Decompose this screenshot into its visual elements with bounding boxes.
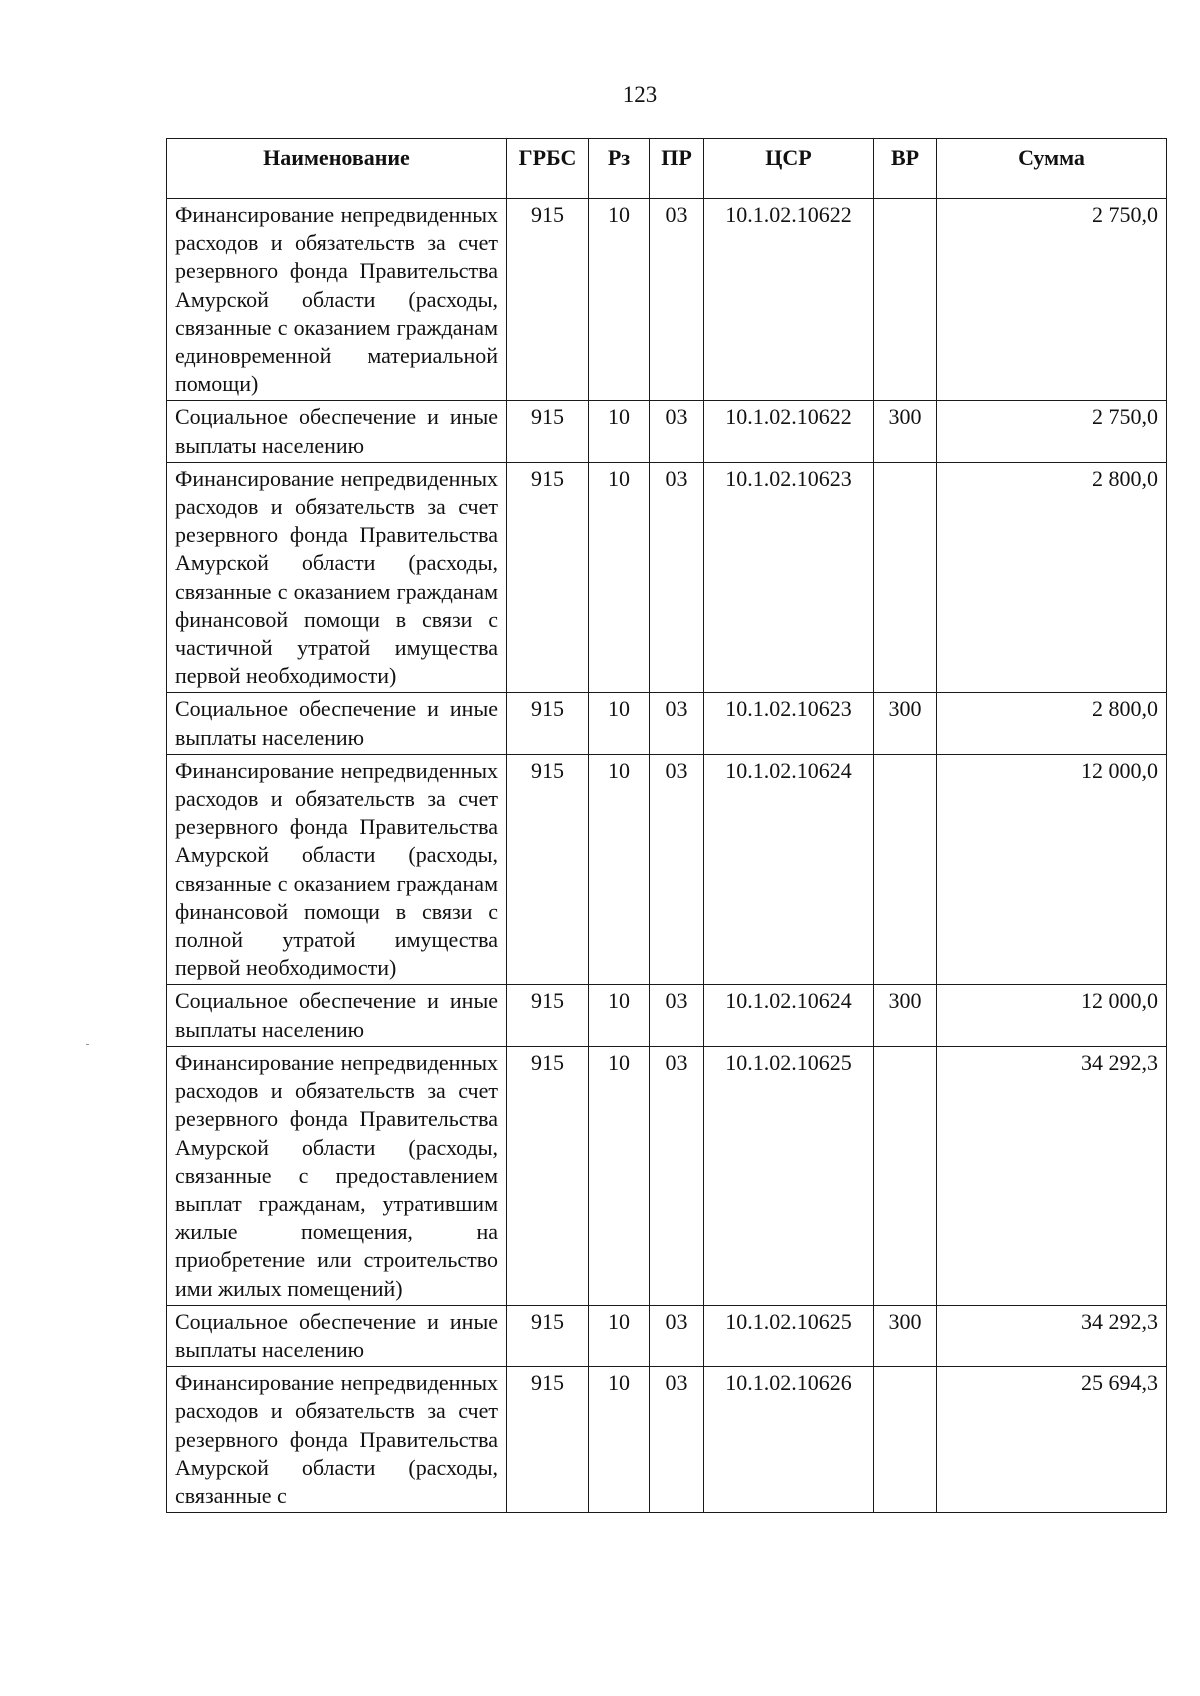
cell-sum: 25 694,3 xyxy=(937,1367,1167,1513)
table-header-row xyxy=(167,139,1167,199)
cell-csr: 10.1.02.10625 xyxy=(704,1046,874,1305)
cell-vr: 300 xyxy=(874,693,937,754)
cell-rz: 10 xyxy=(589,693,650,754)
table-row xyxy=(167,199,1167,401)
cell-csr: 10.1.02.10622 xyxy=(704,401,874,462)
cell-rz: 10 xyxy=(589,1305,650,1366)
table-row xyxy=(167,1305,1167,1366)
cell-sum: 34 292,3 xyxy=(937,1046,1167,1305)
header-csr: ЦСР xyxy=(704,139,874,199)
cell-grbs: 915 xyxy=(507,754,589,985)
header-grbs: ГРБС xyxy=(507,139,589,199)
cell-rz: 10 xyxy=(589,985,650,1046)
cell-name: Финансирование непредвиденных расходов и обязательств за счет резервного фонда Правительства Амурской области (расходы, связанные с оказанием гражданам финансовой помощи в связи с частичной утратой имущества первой необходимости) xyxy=(167,462,507,693)
cell-csr: 10.1.02.10623 xyxy=(704,693,874,754)
cell-sum: 12 000,0 xyxy=(937,985,1167,1046)
cell-name: Финансирование непредвиденных расходов и обязательств за счет резервного фонда Правительства Амурской области (расходы, связанные с оказанием гражданам единовременной материальной помощи) xyxy=(167,199,507,401)
cell-sum: 12 000,0 xyxy=(937,754,1167,985)
cell-name: Социальное обеспечение и иные выплаты населению xyxy=(167,401,507,462)
table-row xyxy=(167,693,1167,754)
header-sum: Сумма xyxy=(937,139,1167,199)
cell-rz: 10 xyxy=(589,462,650,693)
table-row xyxy=(167,1367,1167,1513)
page-number: 123 xyxy=(622,82,658,107)
header-vr: ВР xyxy=(874,139,937,199)
cell-name: Финансирование непредвиденных расходов и обязательств за счет резервного фонда Правительства Амурской области (расходы, связанные с xyxy=(167,1367,507,1513)
cell-vr: 300 xyxy=(874,1305,937,1366)
cell-grbs: 915 xyxy=(507,1305,589,1366)
cell-pr: 03 xyxy=(650,1046,704,1305)
cell-pr: 03 xyxy=(650,1305,704,1366)
table-row xyxy=(167,1046,1167,1305)
cell-csr: 10.1.02.10623 xyxy=(704,462,874,693)
cell-sum: 2 800,0 xyxy=(937,462,1167,693)
cell-vr: 300 xyxy=(874,401,937,462)
cell-rz: 10 xyxy=(589,401,650,462)
cell-sum: 2 750,0 xyxy=(937,199,1167,401)
cell-rz: 10 xyxy=(589,1046,650,1305)
cell-csr: 10.1.02.10624 xyxy=(704,754,874,985)
cell-pr: 03 xyxy=(650,754,704,985)
table-row xyxy=(167,985,1167,1046)
cell-vr xyxy=(874,462,937,693)
cell-pr: 03 xyxy=(650,693,704,754)
cell-csr: 10.1.02.10625 xyxy=(704,1305,874,1366)
cell-pr: 03 xyxy=(650,199,704,401)
cell-grbs: 915 xyxy=(507,1367,589,1513)
cell-name: Социальное обеспечение и иные выплаты населению xyxy=(167,985,507,1046)
cell-name: Финансирование непредвиденных расходов и обязательств за счет резервного фонда Правительства Амурской области (расходы, связанные с предоставлением выплат гражданам, утратившим жилые помещения, на приобретение или строительство ими жилых помещений) xyxy=(167,1046,507,1305)
budget-table xyxy=(166,138,1167,1513)
header-name: Наименование xyxy=(167,139,507,199)
cell-grbs: 915 xyxy=(507,401,589,462)
cell-grbs: 915 xyxy=(507,1046,589,1305)
cell-vr xyxy=(874,754,937,985)
cell-csr: 10.1.02.10626 xyxy=(704,1367,874,1513)
cell-rz: 10 xyxy=(589,754,650,985)
cell-grbs: 915 xyxy=(507,985,589,1046)
table-row xyxy=(167,401,1167,462)
cell-sum: 2 750,0 xyxy=(937,401,1167,462)
cell-rz: 10 xyxy=(589,199,650,401)
cell-name: Социальное обеспечение и иные выплаты населению xyxy=(167,1305,507,1366)
cell-name: Социальное обеспечение и иные выплаты населению xyxy=(167,693,507,754)
table-row xyxy=(167,754,1167,985)
cell-grbs: 915 xyxy=(507,199,589,401)
cell-vr: 300 xyxy=(874,985,937,1046)
cell-pr: 03 xyxy=(650,401,704,462)
cell-vr xyxy=(874,1046,937,1305)
cell-vr xyxy=(874,199,937,401)
table-row xyxy=(167,462,1167,693)
cell-csr: 10.1.02.10622 xyxy=(704,199,874,401)
cell-pr: 03 xyxy=(650,462,704,693)
cell-rz: 10 xyxy=(589,1367,650,1513)
cell-vr xyxy=(874,1367,937,1513)
header-rz: Рз xyxy=(589,139,650,199)
cell-grbs: 915 xyxy=(507,693,589,754)
cell-pr: 03 xyxy=(650,1367,704,1513)
cell-name: Финансирование непредвиденных расходов и обязательств за счет резервного фонда Правительства Амурской области (расходы, связанные с оказанием гражданам финансовой помощи в связи с полной утратой имущества первой необходимости) xyxy=(167,754,507,985)
cell-sum: 34 292,3 xyxy=(937,1305,1167,1366)
cell-pr: 03 xyxy=(650,985,704,1046)
scan-artifact xyxy=(86,1044,89,1045)
header-pr: ПР xyxy=(650,139,704,199)
cell-csr: 10.1.02.10624 xyxy=(704,985,874,1046)
cell-sum: 2 800,0 xyxy=(937,693,1167,754)
cell-grbs: 915 xyxy=(507,462,589,693)
